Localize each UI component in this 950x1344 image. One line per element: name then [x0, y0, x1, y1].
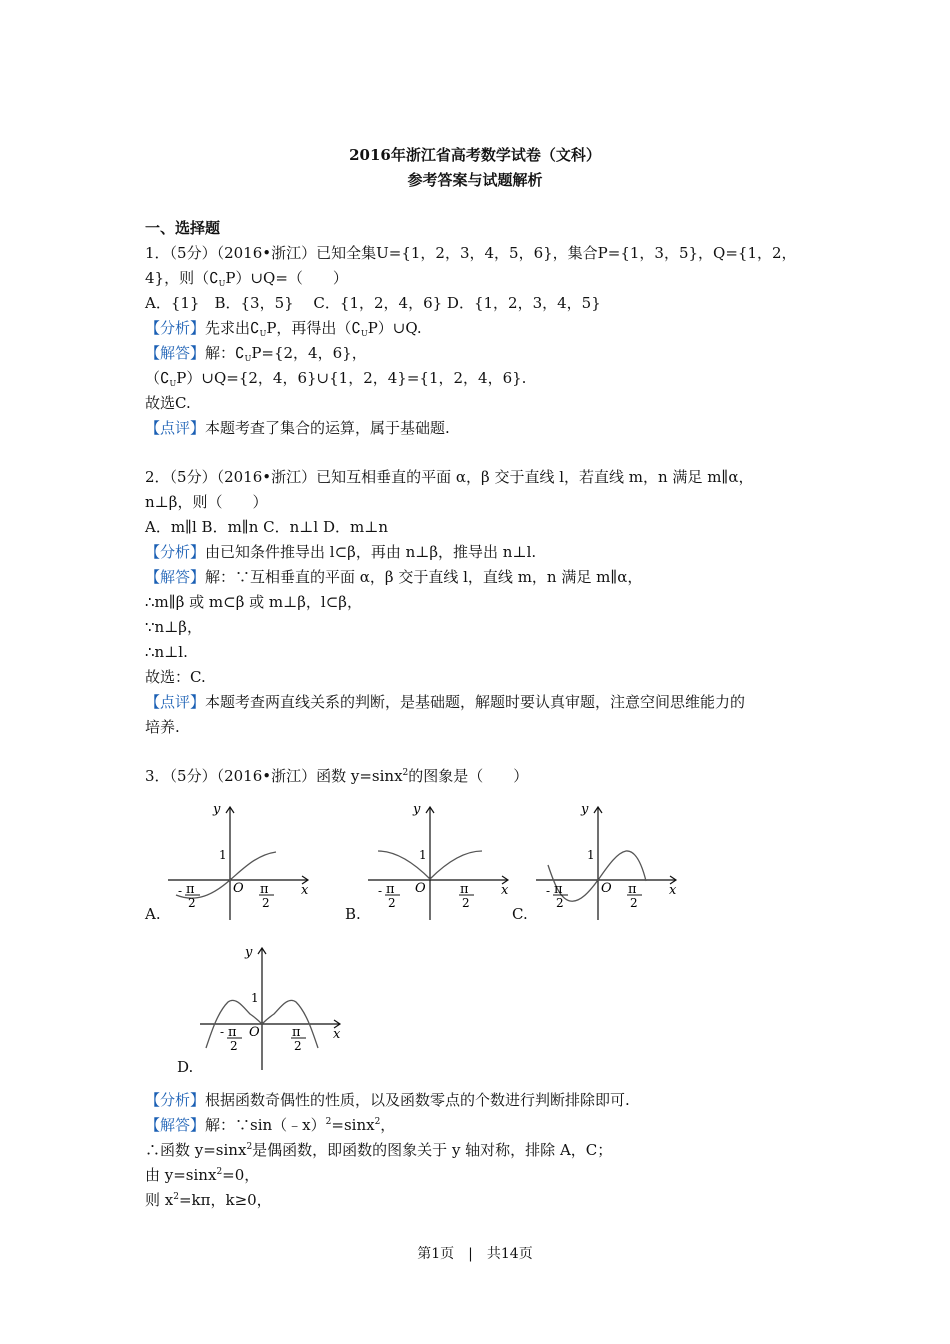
q3-graph-b	[368, 795, 518, 925]
minus-sign: -	[378, 884, 383, 898]
q3-analysis: 【分析】根据函数奇偶性的性质，以及函数零点的个数进行判断排除即可.	[145, 1091, 630, 1109]
denominator-two: 2	[294, 1039, 302, 1053]
q2-comment-cont: 培养.	[145, 718, 180, 736]
denominator-two: 2	[388, 896, 396, 910]
q3-option-a-label: A.	[145, 905, 161, 923]
minus-sign: -	[178, 884, 183, 898]
q2-conclusion: 故选：C.	[145, 668, 206, 686]
q3-option-b-label: B.	[345, 905, 361, 923]
denominator-two: 2	[230, 1039, 238, 1053]
q3-step2: 由 y=sinx$^2$=0，	[145, 1166, 260, 1184]
q1-analysis: 【分析】先求出$∁_UP$，再得出$(∁_UP)\cup Q$.	[145, 319, 422, 338]
q3-answer: 【解答】解：∵sin（﹣x）$^2$=sinx$^2$，	[145, 1116, 396, 1134]
graph-d-axes	[200, 948, 340, 1070]
pi-symbol: π	[460, 882, 469, 897]
section-heading: 一、选择题	[145, 219, 221, 237]
q3-graph-a	[168, 795, 318, 925]
tick-one: 1	[419, 848, 427, 862]
pi-symbol: π	[628, 882, 637, 897]
page-footer: 第1页 | 共14页	[417, 1246, 533, 1262]
q3-step3: 则 $x^2=k\pi$，k≥0，	[145, 1191, 272, 1209]
q3-step1: ∴函数 y=sinx$^2$是偶函数，即函数的图象关于 y 轴对称，排除 A，C；	[145, 1141, 613, 1159]
origin-label: O	[233, 881, 244, 896]
tick-one: 1	[587, 848, 595, 862]
origin-label: O	[249, 1025, 260, 1040]
axis-label-y: y	[413, 802, 421, 817]
pi-symbol: π	[386, 882, 395, 897]
axis-label-y: y	[213, 802, 221, 817]
q2-options: A．m∥l B．m∥n C．n⊥l D．m⊥n	[145, 518, 388, 536]
q3-option-c-label: C.	[512, 905, 528, 923]
q2-step3: ∴n⊥l.	[145, 643, 188, 661]
denominator-two: 2	[630, 896, 638, 910]
axis-label-y: y	[581, 802, 589, 817]
tick-one: 1	[219, 848, 227, 862]
axis-label-y: y	[245, 945, 253, 960]
pi-symbol: π	[292, 1025, 301, 1040]
q2-step1: ∴m∥β 或 m⊂β 或 m⊥β，l⊂β，	[145, 593, 362, 611]
pi-symbol: π	[554, 882, 563, 897]
axis-label-x: x	[501, 883, 509, 898]
q2-answer: 【解答】解：∵互相垂直的平面 α，β 交于直线 l，直线 m，n 满足 m∥α，	[145, 568, 643, 586]
pi-symbol: π	[186, 882, 195, 897]
q3-stem: 3．（5分）（2016•浙江）函数 y=sinx$^2$的图象是（ ）	[145, 767, 529, 785]
origin-label: O	[601, 881, 612, 896]
denominator-two: 2	[262, 896, 270, 910]
pi-symbol: π	[260, 882, 269, 897]
denominator-two: 2	[188, 896, 196, 910]
q3-graph-d	[200, 940, 350, 1075]
q2-step2: ∵n⊥β，	[145, 618, 202, 636]
denominator-two: 2	[462, 896, 470, 910]
q1-answer-step: $(∁_UP)\cup Q=\{2$，4，6}∪{1，2，4}={1，2，4，6}.	[145, 369, 527, 388]
axis-label-x: x	[669, 883, 677, 898]
origin-label: O	[415, 881, 426, 896]
q1-answer: 【解答】解：$∁_UP=\{2$，4，6}，	[145, 344, 367, 363]
axis-label-x: x	[333, 1027, 341, 1042]
denominator-two: 2	[556, 896, 564, 910]
doc-title: 2016年浙江省高考数学试卷（文科）	[349, 146, 601, 164]
q1-stem-line1: 1．（5分）（2016•浙江）已知全集U={1，2，3，4，5，6}，集合P={1，3，5}，Q={1，2，	[145, 244, 797, 262]
q2-stem-line1: 2．（5分）（2016•浙江）已知互相垂直的平面 α，β 交于直线 l，若直线 m，n 满足 m∥α，	[145, 468, 754, 486]
q3-option-d-label: D.	[177, 1058, 194, 1076]
minus-sign: -	[546, 884, 551, 898]
q1-conclusion: 故选C.	[145, 394, 191, 412]
q1-options: A．{1} B．{3，5} C．{1，2，4，6} D．{1，2，3，4，5}	[145, 294, 601, 312]
pi-symbol: π	[228, 1025, 237, 1040]
q2-stem-line2: n⊥β，则（ ）	[145, 493, 268, 511]
axis-label-x: x	[301, 883, 309, 898]
q3-graph-c	[536, 795, 686, 925]
doc-subtitle: 参考答案与试题解析	[407, 171, 543, 189]
tick-one: 1	[251, 991, 259, 1005]
q1-stem-line2: 4}，则$(∁_UP)\cup Q=$（ ）	[145, 269, 348, 288]
q2-analysis: 【分析】由已知条件推导出 l⊂β，再由 n⊥β，推导出 n⊥l.	[145, 543, 537, 561]
minus-sign: -	[220, 1025, 225, 1039]
q2-comment: 【点评】本题考查两直线关系的判断，是基础题，解题时要认真审题，注意空间思维能力的	[145, 693, 746, 711]
q1-comment: 【点评】本题考查了集合的运算，属于基础题.	[145, 419, 450, 437]
